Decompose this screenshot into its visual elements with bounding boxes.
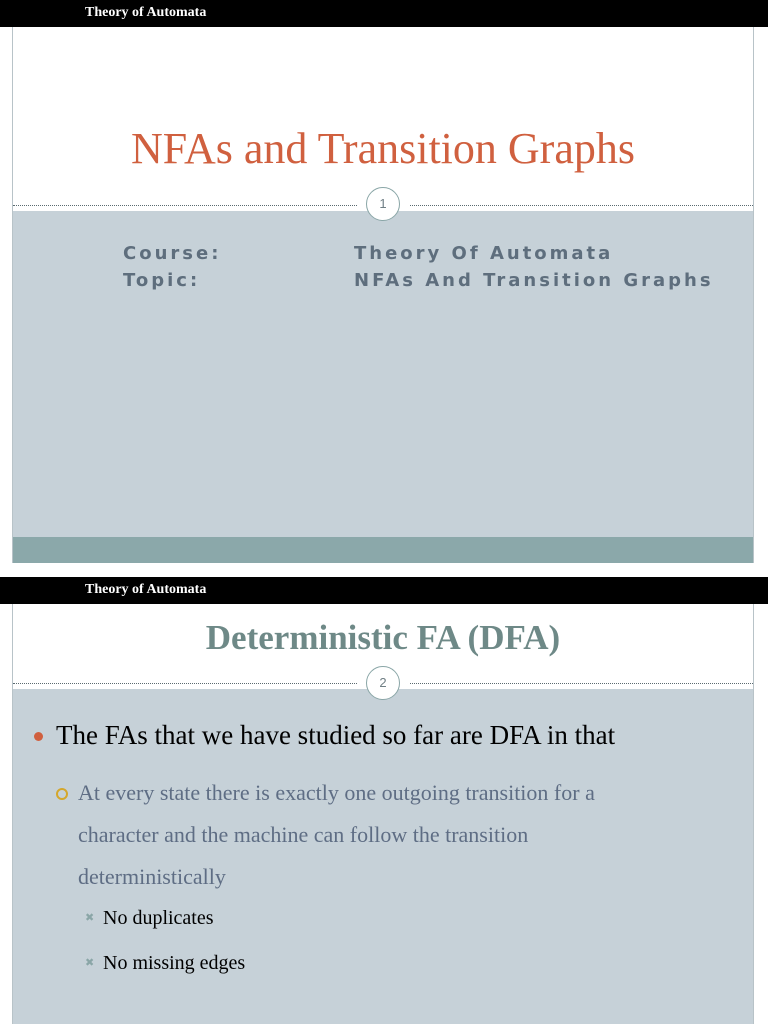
bullet-level-3-item [85,949,245,977]
course-value: Theory Of Automata [354,243,614,264]
slide-2-number-badge: 2 [366,666,400,700]
slide-2-header-text: Theory of Automata [85,582,207,597]
slide-1 [12,27,754,563]
slide-1-number-badge: 1 [366,187,400,221]
slide-2-title: Deterministic FA (DFA) [205,618,561,657]
slide-2-header-bar [0,577,768,604]
bullet-level-3-item [85,904,214,932]
slide-1-body-panel [13,211,753,537]
bullet-level-1-text: The FAs that we have studied so far are DFA in that [56,720,616,750]
topic-value: NFAs And Transition Graphs [354,270,714,291]
slide-1-title: NFAs and Transition Graphs [130,124,635,173]
x-bullet-icon: ✖ [85,911,95,924]
bullet-dot-icon [34,732,43,741]
slide-1-header-text: Theory of Automata [85,5,207,20]
bullet-ring-icon [56,788,68,800]
bullet-level-2 [56,772,696,898]
slide-1-footer-bar [13,537,753,563]
bullet-level-3-text: No missing edges [103,952,246,974]
slide-1-header-bar [0,0,768,27]
bullet-level-3-text: No duplicates [103,907,214,929]
course-label: Course: [123,243,222,264]
slide-2 [12,604,754,1024]
bullet-level-2-text: At every state there is exactly one outgoing transition for a character and the machine can follow the transition deterministically [78,780,595,889]
x-bullet-icon: ✖ [85,956,95,969]
topic-label: Topic: [123,270,201,291]
